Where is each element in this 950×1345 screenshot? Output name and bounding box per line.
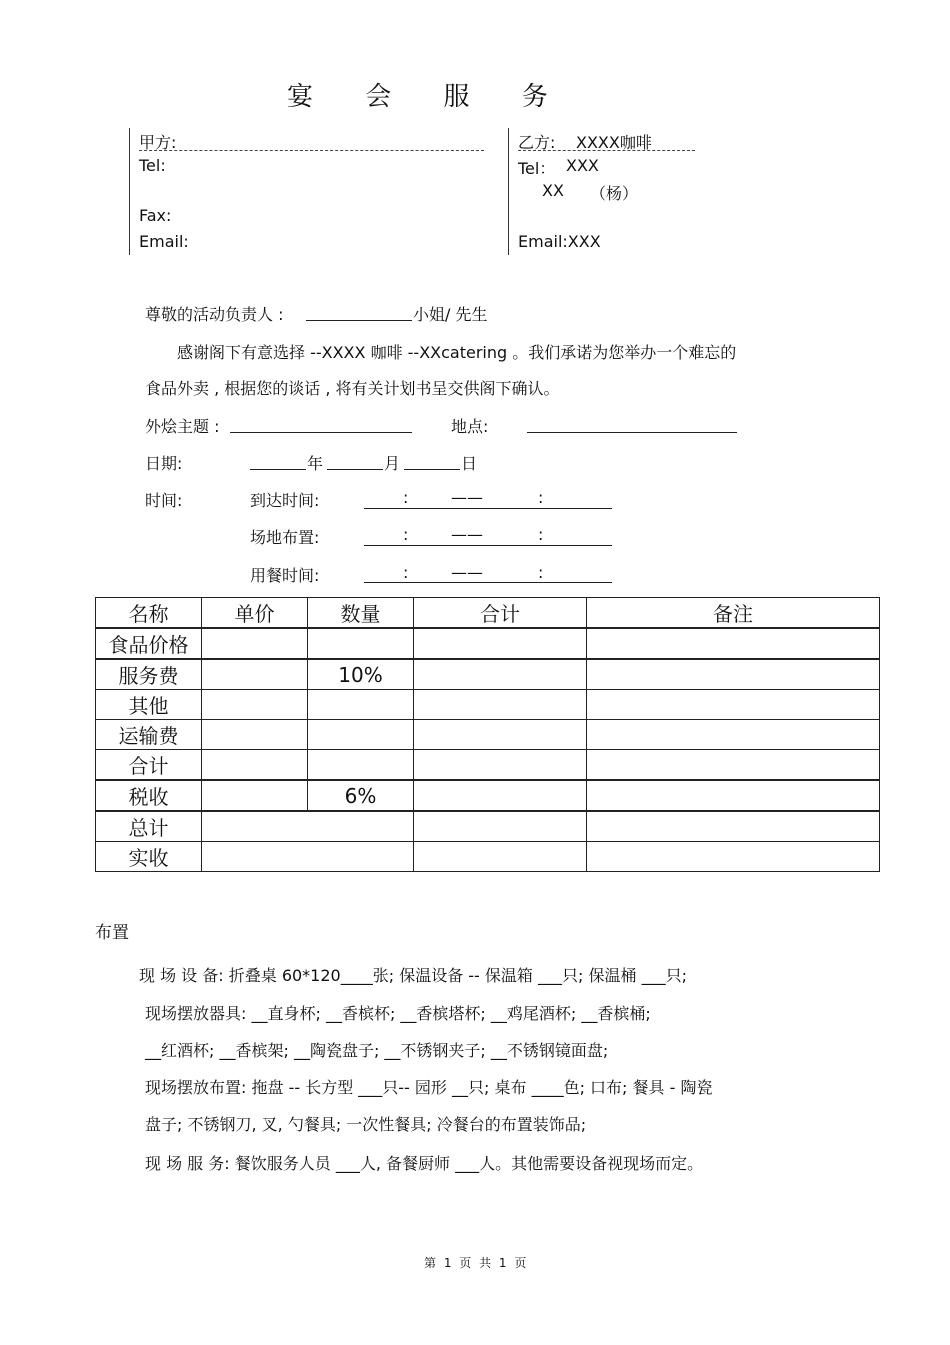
greeting-title: 小姐/ 先生	[413, 305, 488, 324]
row-name: 其他	[96, 690, 202, 720]
month-blank	[327, 469, 383, 470]
row-total	[414, 842, 587, 872]
row-remarks	[587, 842, 880, 872]
arrival-dash: ——	[451, 488, 483, 507]
row-remarks	[587, 720, 880, 750]
table-row	[96, 690, 880, 720]
party-a-email: Email:	[139, 232, 189, 251]
page-footer: 第 1 页 共 1 页	[424, 1256, 529, 1270]
row-name: 税收	[96, 780, 202, 811]
row-price-span	[202, 842, 414, 872]
table-row	[96, 720, 880, 750]
setup-label: 场地布置:	[250, 528, 320, 547]
greeting-blank	[306, 320, 412, 321]
letter-line-1: 感谢阁下有意选择 --XXXX 咖啡 --XXcatering 。我们承诺为您举办一个难忘的	[177, 343, 737, 362]
row-quantity	[308, 720, 414, 750]
arrival-colon-2: :	[538, 488, 544, 507]
party-b-contact: XX	[542, 181, 564, 200]
header-remarks: 备注	[587, 598, 880, 629]
setup-colon-2: :	[538, 525, 544, 544]
row-name: 合计	[96, 750, 202, 781]
table-header-row	[96, 598, 880, 629]
service-line: 现 场 服 务: 餐饮服务人员 ___人, 备餐厨师 ___人。其他需要设备视现场而定。	[145, 1154, 704, 1173]
row-name: 食品价格	[96, 628, 202, 659]
party-a-label: 甲方:	[139, 133, 177, 152]
day-blank	[404, 469, 460, 470]
setup-blank	[364, 545, 612, 546]
header-total: 合计	[414, 598, 587, 629]
header-name: 名称	[96, 598, 202, 629]
row-quantity	[308, 750, 414, 781]
arrangement-line-1: 现场摆放布置: 拖盘 -- 长方型 ___只-- 园形 __只; 桌布 ____色; 口布; 餐具 - 陶瓷	[145, 1078, 713, 1097]
row-remarks	[587, 659, 880, 690]
row-name: 运输费	[96, 720, 202, 750]
table-row	[96, 811, 880, 842]
party-a-border	[129, 128, 130, 255]
row-unit-price	[202, 659, 308, 690]
dining-colon-1: :	[403, 563, 409, 582]
row-unit-price	[202, 690, 308, 720]
header-unit-price: 单价	[202, 598, 308, 629]
row-total	[414, 780, 587, 811]
row-unit-price	[202, 780, 308, 811]
party-b-dotted-line	[518, 150, 695, 151]
row-total	[414, 628, 587, 659]
row-name: 实收	[96, 842, 202, 872]
row-name: 服务费	[96, 659, 202, 690]
date-label: 日期:	[145, 454, 183, 473]
dining-colon-2: :	[538, 563, 544, 582]
arrangement-line-2: 盘子; 不锈钢刀, 叉, 勺餐具; 一次性餐具; 冷餐台的布置装饰品;	[145, 1115, 587, 1134]
party-b-email: Email:XXX	[518, 232, 601, 251]
time-label: 时间:	[145, 491, 183, 510]
utensils-line-2: __红酒杯; __香槟架; __陶瓷盘子; __不锈钢夹子; __不锈钢镜面盘;	[145, 1041, 609, 1060]
row-quantity	[308, 690, 414, 720]
dining-blank	[364, 582, 612, 583]
row-total	[414, 750, 587, 781]
place-label: 地点:	[451, 417, 489, 436]
table-row	[96, 659, 880, 690]
row-remarks	[587, 811, 880, 842]
row-quantity	[308, 628, 414, 659]
table-row	[96, 628, 880, 659]
party-b-tel: Tel：	[518, 159, 556, 178]
header-quantity: 数量	[308, 598, 414, 629]
row-remarks	[587, 780, 880, 811]
party-b-tel-value: XXX	[566, 156, 599, 175]
theme-blank	[230, 432, 412, 433]
party-a-fax: Fax:	[139, 206, 172, 225]
party-b-border	[508, 128, 509, 255]
row-total	[414, 720, 587, 750]
party-a-tel: Tel:	[139, 156, 166, 175]
layout-heading: 布置	[95, 923, 129, 943]
setup-dash: ——	[451, 525, 483, 544]
party-a-dotted-line	[139, 150, 484, 151]
year-blank	[250, 469, 306, 470]
row-price-span	[202, 811, 414, 842]
dining-dash: ——	[451, 563, 483, 582]
row-total	[414, 811, 587, 842]
row-quantity: 6%	[308, 780, 414, 811]
row-remarks	[587, 690, 880, 720]
table-row	[96, 842, 880, 872]
utensils-line-1: 现场摆放器具: __直身杯; __香槟杯; __香槟塔杯; __鸡尾酒杯; __香槟桶;	[145, 1004, 651, 1023]
row-unit-price	[202, 750, 308, 781]
row-remarks	[587, 750, 880, 781]
letter-line-2: 食品外卖 , 根据您的谈话 , 将有关计划书呈交供阁下确认。	[145, 379, 560, 398]
party-b-name: XXXX咖啡	[576, 133, 652, 152]
row-total	[414, 659, 587, 690]
row-unit-price	[202, 628, 308, 659]
fee-table	[95, 597, 880, 872]
theme-label: 外烩主题 :	[145, 417, 220, 436]
year-label: 年	[307, 454, 324, 473]
place-blank	[527, 432, 737, 433]
day-label: 日	[461, 454, 478, 473]
equipment-line: 现 场 设 备: 折叠桌 60*120____张; 保温设备 -- 保温箱 ___只; 保温桶 ___只;	[139, 966, 687, 985]
row-remarks	[587, 628, 880, 659]
arrival-blank	[364, 508, 612, 509]
dining-label: 用餐时间:	[250, 566, 320, 585]
party-b-label: 乙方:	[518, 133, 556, 152]
page-title: 宴 会 服 务	[287, 82, 570, 112]
row-name: 总计	[96, 811, 202, 842]
table-row	[96, 750, 880, 781]
arrival-label: 到达时间:	[250, 491, 320, 510]
party-b-contact-name: （杨）	[590, 184, 639, 203]
greeting-label: 尊敬的活动负责人 :	[145, 305, 284, 324]
row-unit-price	[202, 720, 308, 750]
row-quantity: 10%	[308, 659, 414, 690]
month-label: 月	[384, 454, 401, 473]
table-row	[96, 780, 880, 811]
setup-colon-1: :	[403, 525, 409, 544]
row-total	[414, 690, 587, 720]
arrival-colon-1: :	[403, 488, 409, 507]
